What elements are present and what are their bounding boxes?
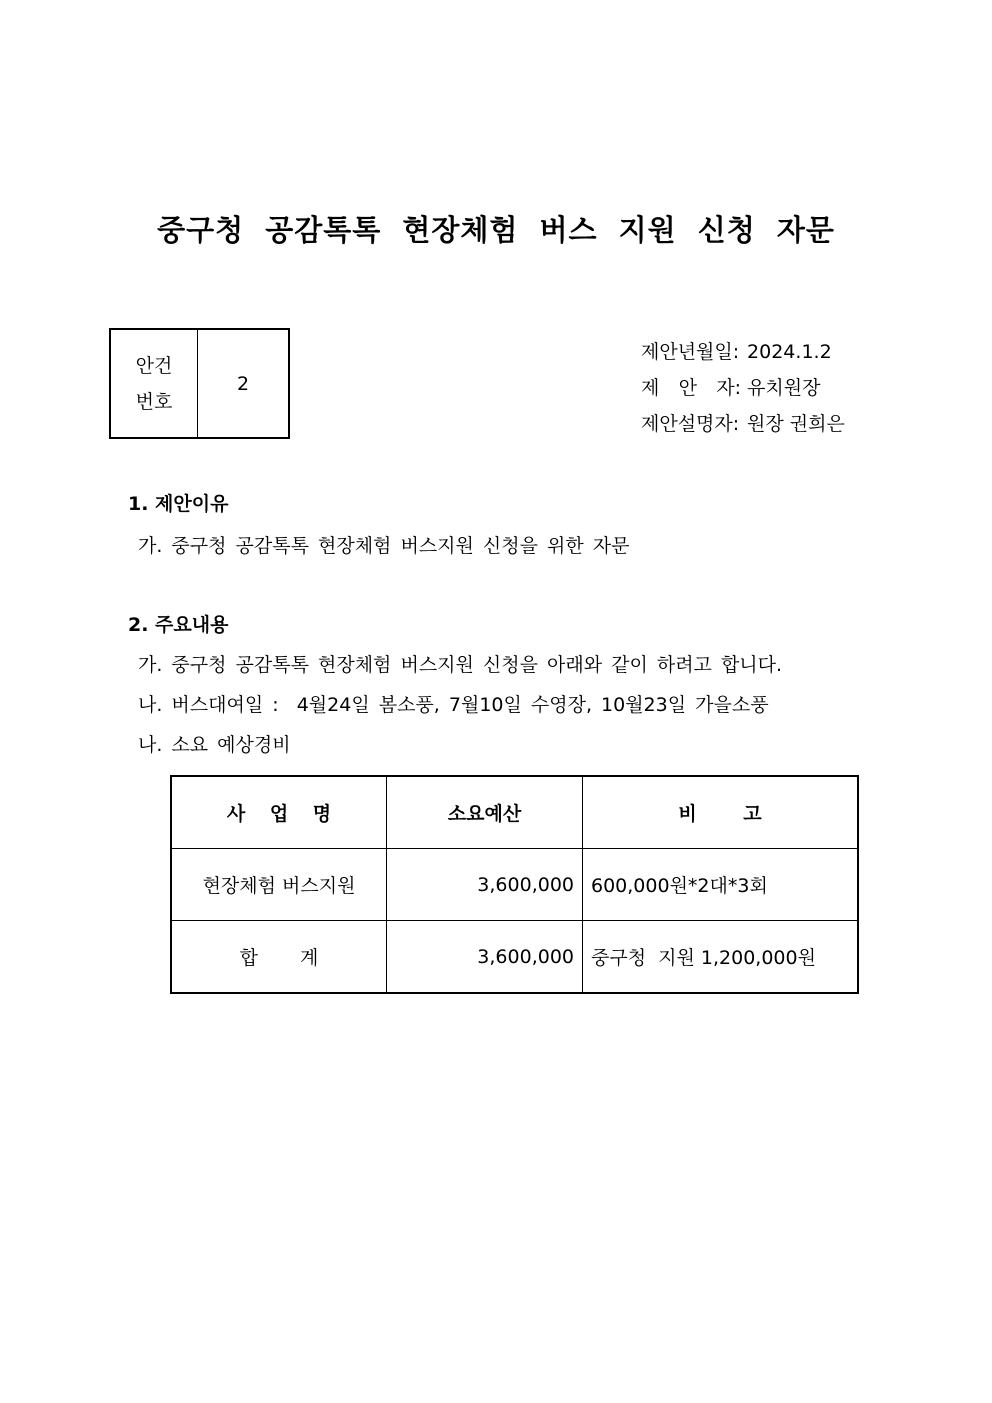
cell-project-name: 현장체험 버스지원	[171, 849, 387, 921]
proposer-value: 유치원장	[747, 377, 821, 399]
budget-table	[170, 775, 859, 994]
proposal-meta	[641, 334, 845, 442]
table-header-row	[171, 776, 858, 849]
agenda-number: 2	[236, 372, 250, 395]
proposal-date-value: 2024.1.2	[747, 341, 832, 363]
document-title: 중구청 공감톡톡 현장체험 버스 지원 신청 자문	[157, 213, 835, 247]
section2-item: 나. 소요 예상경비	[138, 734, 291, 756]
cell-budget: 3,600,000	[387, 849, 583, 921]
section2-heading: 2. 주요내용	[128, 614, 229, 636]
cell-total-label: 합 계	[171, 921, 387, 994]
proposal-date-row	[641, 334, 845, 370]
section2-item: 나. 버스대여일 : 4월24일 봄소풍, 7월10일 수영장, 10월23일 가을소풍	[138, 694, 769, 716]
header-project-name: 사 업 명	[171, 776, 387, 849]
explainer-label: 제안설명자:	[641, 413, 740, 435]
proposal-date-label: 제안년월일:	[641, 341, 740, 363]
cell-total-note: 중구청 지원 1,200,000원	[583, 921, 859, 994]
cell-total-budget: 3,600,000	[387, 921, 583, 994]
table-total-row	[171, 921, 858, 994]
agenda-label-line1: 안건	[135, 354, 173, 377]
explainer-row	[641, 406, 845, 442]
explainer-value: 원장 권희은	[747, 413, 845, 435]
agenda-label-line2: 번호	[135, 390, 173, 413]
table-row	[171, 849, 858, 921]
header-note: 비 고	[583, 776, 859, 849]
header-budget: 소요예산	[387, 776, 583, 849]
section1-heading: 1. 제안이유	[128, 493, 229, 515]
agenda-label	[111, 330, 198, 437]
cell-note: 600,000원*2대*3회	[583, 849, 859, 921]
agenda-number-box	[109, 328, 290, 439]
section1-item: 가. 중구청 공감톡톡 현장체험 버스지원 신청을 위한 자문	[138, 535, 630, 557]
proposer-row	[641, 370, 845, 406]
proposer-label: 제 안 자:	[641, 377, 741, 399]
section2-item: 가. 중구청 공감톡톡 현장체험 버스지원 신청을 아래와 같이 하려고 합니다.	[138, 654, 783, 676]
